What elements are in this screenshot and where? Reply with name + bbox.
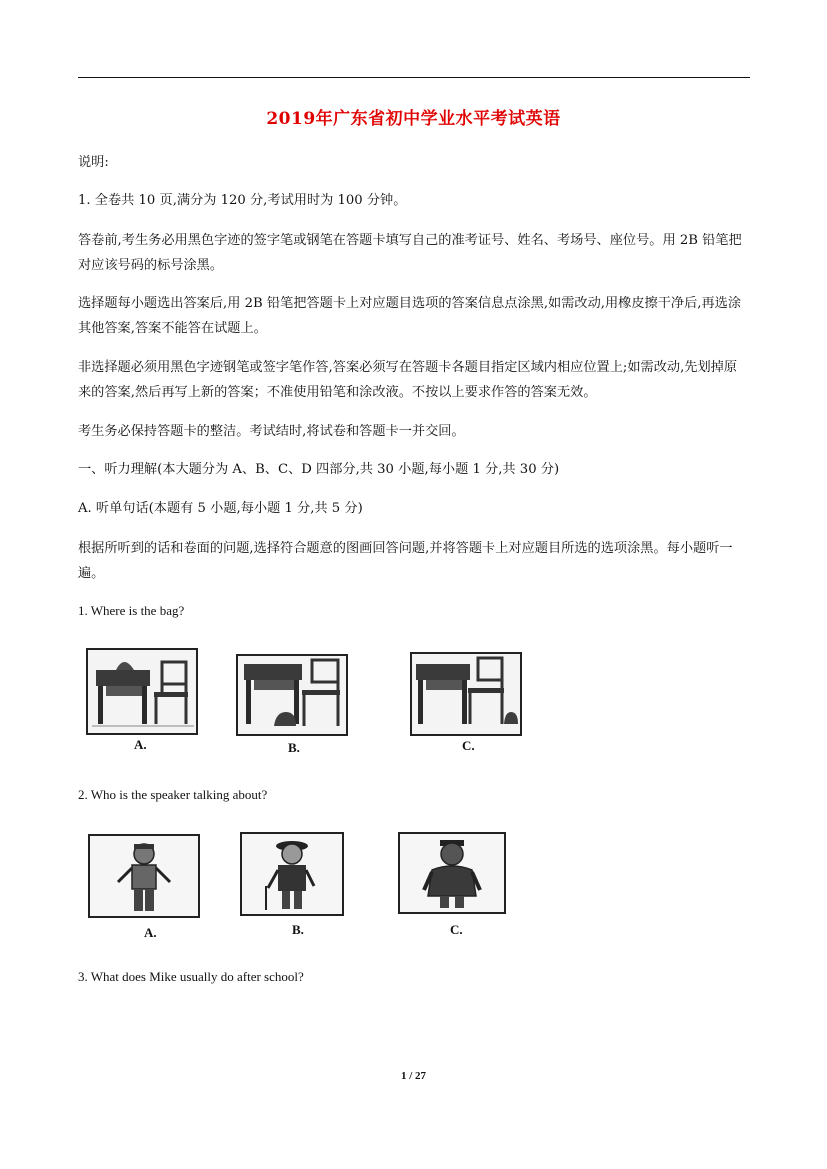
- q1-option-b-image: [236, 654, 348, 738]
- q1-option-c-image: [410, 652, 522, 738]
- q2-option-c-image: [398, 832, 506, 916]
- question-2: 2. Who is the speaker talking about?: [78, 787, 268, 802]
- instructions-heading: 说明:: [78, 155, 109, 170]
- q2-option-b-image: [240, 832, 344, 918]
- instruction-5: 考生务必保持答题卡的整洁。考试结时,将试卷和答题卡一并交回。: [78, 424, 465, 439]
- q2-option-c-label: C.: [450, 922, 463, 937]
- instruction-4: 非选择题必须用黑色字迹钢笔或签字笔作答,答案必须写在答题卡各题目指定区域内相应位置上;如需改动,先划掉原来的答案,然后再写上新的答案；不准使用铅笔和涂改液。不按以上要求作答的答案无效。: [78, 360, 738, 400]
- q1-option-c-label: C.: [462, 738, 475, 753]
- old-man-with-cane-icon: [240, 832, 344, 918]
- desk-chair-bag-beside-chair-icon: [410, 652, 522, 738]
- section-heading: 一、听力理解(本大题分为 A、B、C、D 四部分,共 30 小题,每小题 1 分,共 30 分): [78, 462, 560, 477]
- question-1: 1. Where is the bag?: [78, 603, 185, 618]
- page-title: 2019年广东省初中学业水平考试英语: [266, 109, 561, 129]
- q1-option-a-label: A.: [134, 737, 147, 752]
- heavy-man-icon: [398, 832, 506, 916]
- q2-option-b-label: B.: [292, 922, 304, 937]
- part-a-heading: A. 听单句话(本题有 5 小题,每小题 1 分,共 5 分): [78, 501, 363, 516]
- instruction-2: 答卷前,考生务必用黑色字迹的签字笔或钢笔在答题卡填写自己的准考证号、姓名、考场号、座位号。用 2B 铅笔把对应该号码的标号涂黑。: [78, 233, 742, 273]
- part-a-directions: 根据所听到的话和卷面的问题,选择符合题意的图画回答问题,并将答题卡上对应题目所选的选项涂黑。每小题听一遍。: [78, 541, 733, 581]
- q2-option-a-label: A.: [144, 925, 157, 940]
- question-3: 3. What does Mike usually do after school?: [78, 969, 304, 984]
- q1-option-b-label: B.: [288, 740, 300, 755]
- desk-chair-bag-under-desk-icon: [236, 654, 348, 738]
- page-number: 1 / 27: [400, 1070, 427, 1082]
- young-man-icon: [88, 834, 200, 920]
- instruction-1: 1. 全卷共 10 页,满分为 120 分,考试用时为 100 分钟。: [78, 193, 407, 208]
- q2-option-a-image: [88, 834, 200, 920]
- q1-option-a-image: [86, 648, 198, 738]
- desk-chair-bag-on-desk-icon: [86, 648, 198, 738]
- header-rule: [78, 77, 750, 78]
- instruction-3: 选择题每小题选出答案后,用 2B 铅笔把答题卡上对应题目选项的答案信息点涂黑,如需改动,用橡皮擦干净后,再选涂其他答案,答案不能答在试题上。: [78, 296, 742, 336]
